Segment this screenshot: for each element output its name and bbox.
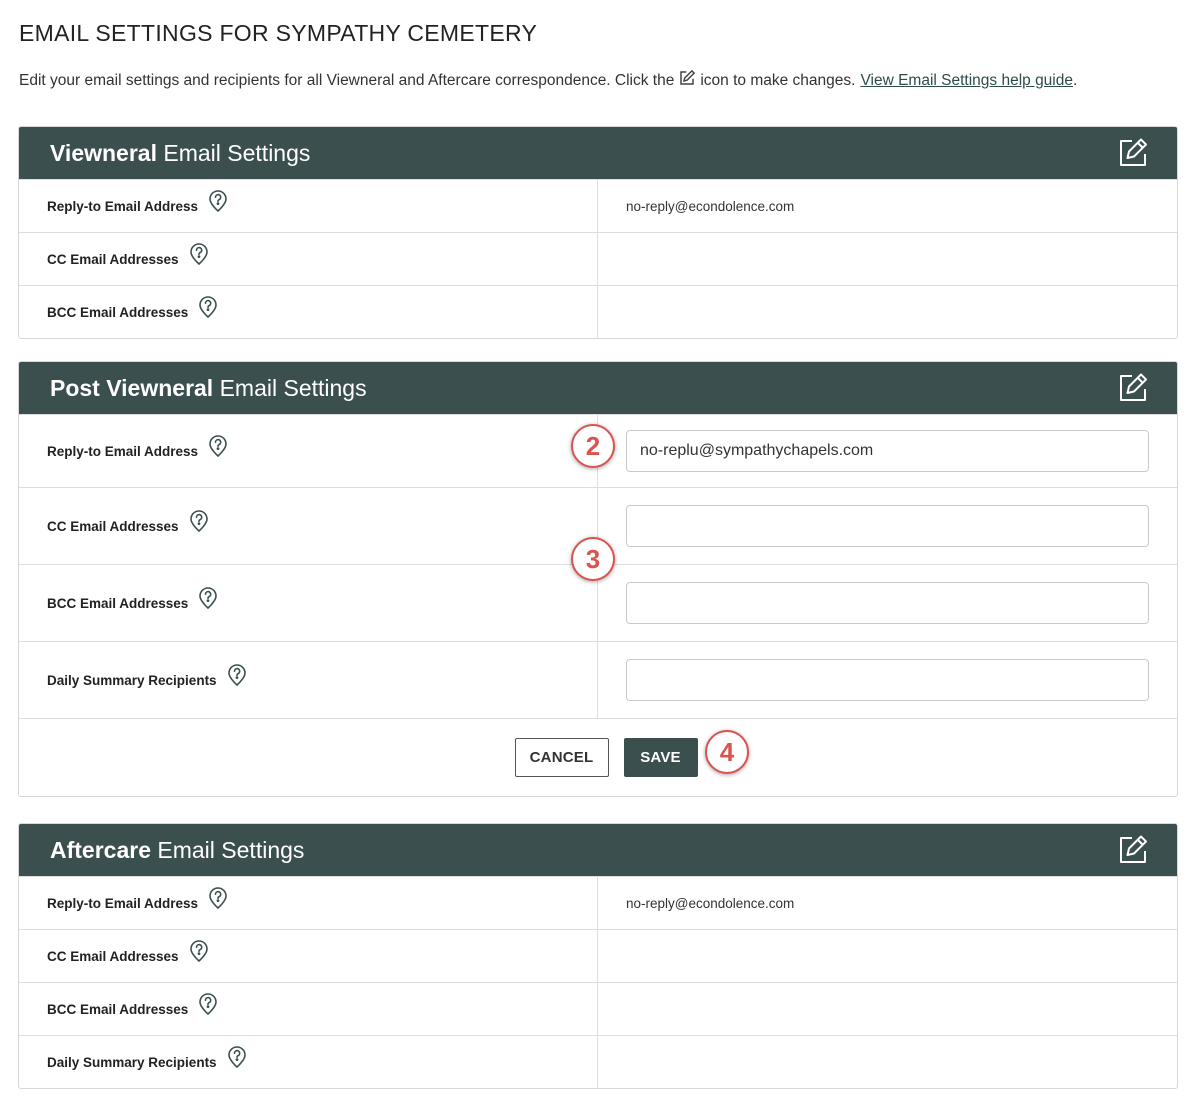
- row-value: [598, 930, 1177, 982]
- panel-header: [19, 824, 1177, 876]
- edit-icon: [678, 69, 696, 87]
- row-label: Reply-to Email Address: [47, 198, 199, 214]
- edit-icon[interactable]: [1117, 834, 1149, 866]
- help-icon[interactable]: [227, 1046, 247, 1068]
- help-icon[interactable]: [208, 887, 228, 909]
- daily-summary-input[interactable]: [626, 659, 1149, 701]
- row-label: CC Email Addresses: [47, 251, 179, 267]
- row-label: CC Email Addresses: [47, 518, 179, 534]
- panel-header: [19, 127, 1177, 179]
- row-value: [598, 983, 1177, 1035]
- help-icon[interactable]: [189, 510, 209, 532]
- help-icon[interactable]: [198, 993, 218, 1015]
- form-actions: [19, 718, 1177, 796]
- intro-text-before: Edit your email settings and recipients for all Viewneral and Aftercare correspondence. Click the: [19, 72, 675, 89]
- page-title: EMAIL SETTINGS FOR SYMPATHY CEMETERY: [19, 20, 538, 46]
- row-label: BCC Email Addresses: [47, 1001, 189, 1017]
- viewneral-panel: [18, 126, 1178, 339]
- intro-text: [19, 72, 1077, 90]
- table-row: [19, 285, 1177, 338]
- row-label: Daily Summary Recipients: [47, 1054, 217, 1070]
- help-icon[interactable]: [198, 587, 218, 609]
- table-row: [19, 982, 1177, 1035]
- table-row: [19, 929, 1177, 982]
- table-row: [19, 232, 1177, 285]
- row-label: CC Email Addresses: [47, 948, 179, 964]
- aftercare-panel: [18, 823, 1178, 1089]
- intro-text-end: .: [1073, 72, 1078, 89]
- row-value: [598, 286, 1177, 338]
- help-icon[interactable]: [189, 243, 209, 265]
- step-marker-4: 4: [705, 730, 749, 774]
- row-label: Reply-to Email Address: [47, 443, 199, 459]
- row-value: no-reply@econdolence.com: [626, 198, 795, 214]
- row-value: [598, 1036, 1177, 1088]
- help-icon[interactable]: [227, 664, 247, 686]
- row-value: [598, 233, 1177, 285]
- help-icon[interactable]: [198, 296, 218, 318]
- table-row: [19, 1035, 1177, 1088]
- panel-title: Post Viewneral Email Settings: [50, 374, 367, 401]
- cc-email-input[interactable]: [626, 505, 1149, 547]
- bcc-email-input[interactable]: [626, 582, 1149, 624]
- row-label: Reply-to Email Address: [47, 895, 199, 911]
- save-button[interactable]: SAVE: [624, 738, 698, 777]
- help-icon[interactable]: [208, 435, 228, 457]
- row-value: no-reply@econdolence.com: [626, 895, 795, 911]
- reply-to-email-input[interactable]: [626, 430, 1149, 472]
- intro-text-after: icon to make changes.: [700, 72, 856, 89]
- step-marker-3: 3: [571, 537, 615, 581]
- row-label: Daily Summary Recipients: [47, 672, 217, 688]
- panel-title: Aftercare Email Settings: [50, 836, 305, 863]
- table-row: [19, 876, 1177, 929]
- table-row: [19, 641, 1177, 718]
- help-icon[interactable]: [189, 940, 209, 962]
- cancel-button[interactable]: CANCEL: [515, 738, 609, 777]
- help-guide-link[interactable]: View Email Settings help guide: [860, 72, 1073, 89]
- panel-title: Viewneral Email Settings: [50, 139, 311, 166]
- edit-icon[interactable]: [1117, 372, 1149, 404]
- row-label: BCC Email Addresses: [47, 304, 189, 320]
- step-marker-2: 2: [571, 424, 615, 468]
- row-label: BCC Email Addresses: [47, 595, 189, 611]
- edit-icon[interactable]: [1117, 137, 1149, 169]
- table-row: [19, 179, 1177, 232]
- help-icon[interactable]: [208, 190, 228, 212]
- panel-header: [19, 362, 1177, 414]
